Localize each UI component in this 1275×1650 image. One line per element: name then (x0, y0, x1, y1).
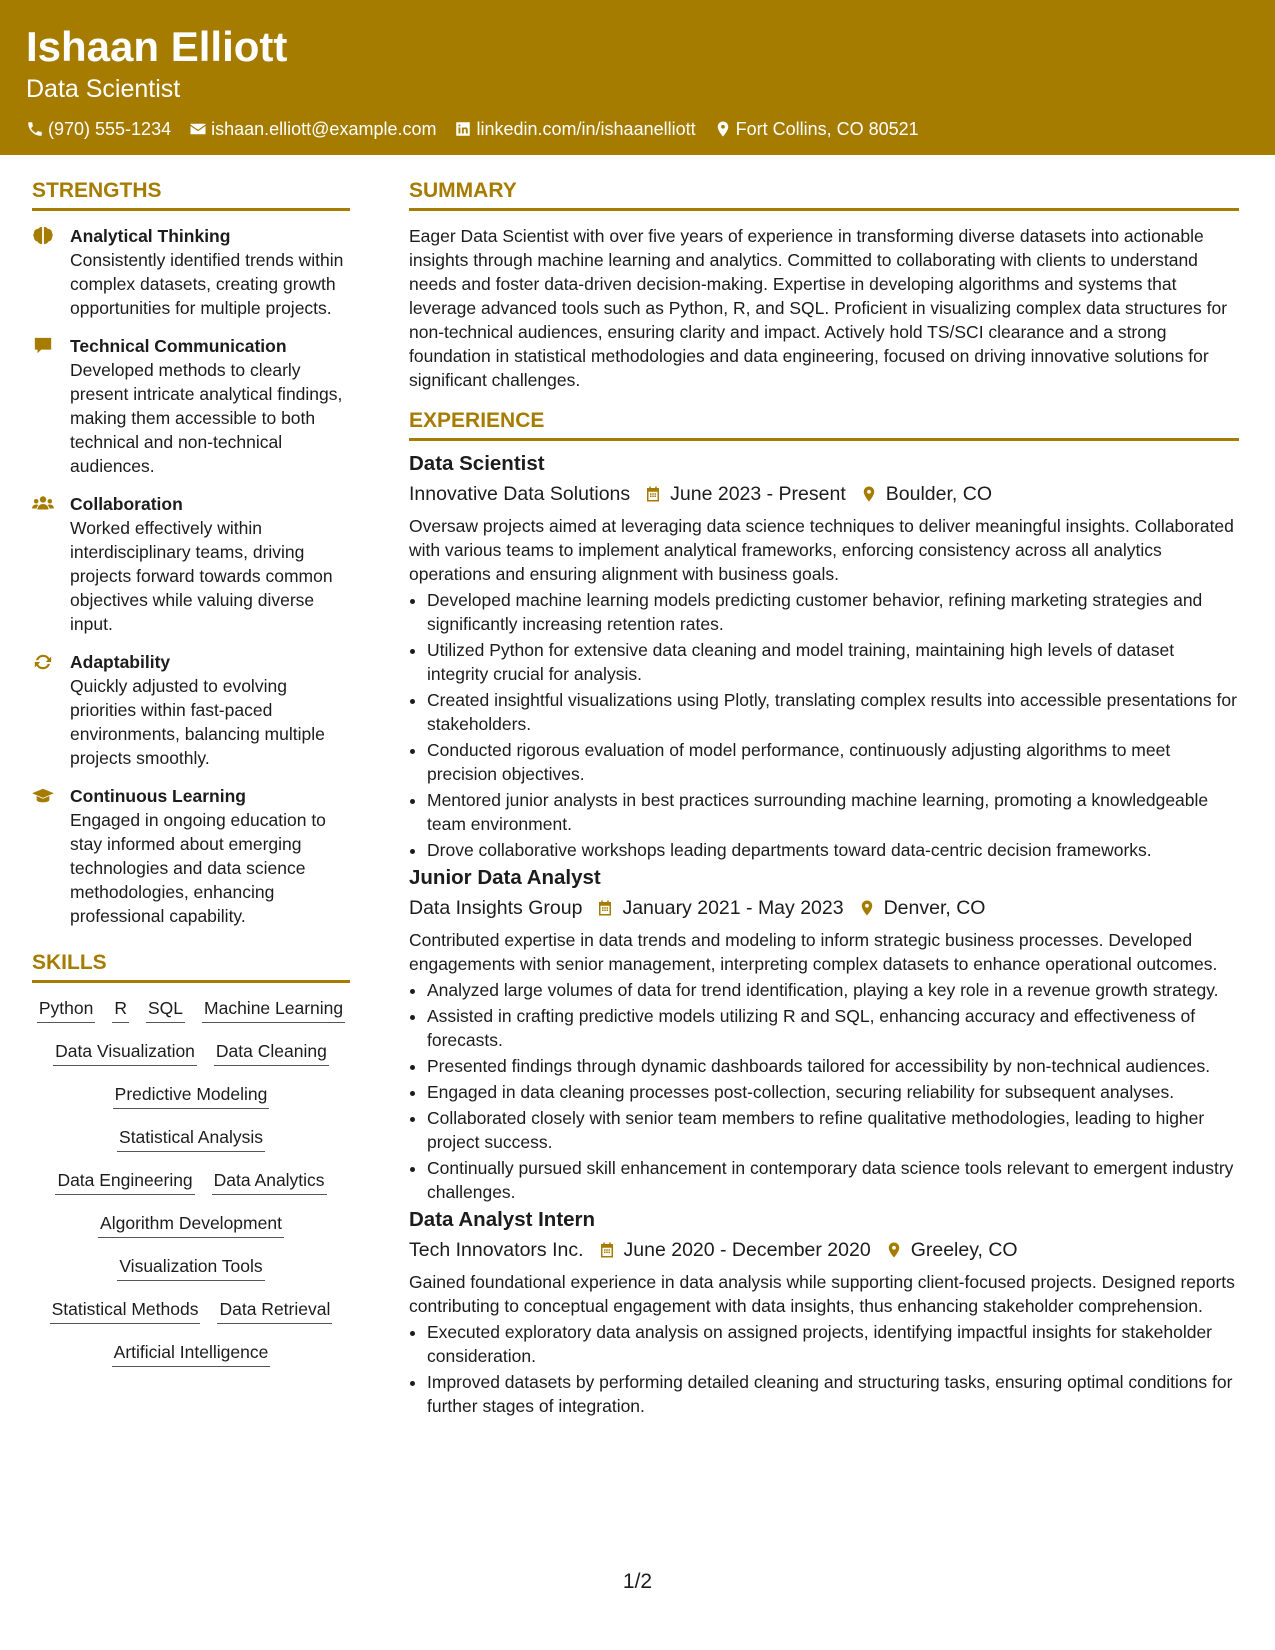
candidate-name: Ishaan Elliott (26, 23, 288, 70)
job-entry (409, 1206, 1239, 1418)
job-dates: January 2021 - May 2023 (622, 897, 844, 919)
contact-email[interactable] (189, 118, 436, 140)
job-dates: June 2023 - Present (670, 483, 846, 505)
skill-tag: Data Analytics (212, 1168, 327, 1195)
location-text: Fort Collins, CO 80521 (735, 119, 919, 139)
calendar-icon (598, 1241, 616, 1259)
skill-row (32, 1125, 350, 1152)
job-bullet: • Created insightful visualizations using Plotly, translating complex results into accessible presentations for stakeholders. (427, 688, 1239, 736)
job-entry (409, 450, 1239, 862)
strength-title: Continuous Learning (70, 786, 246, 806)
calendar-icon (596, 899, 614, 917)
strength-item (32, 784, 350, 928)
skill-row (32, 1039, 350, 1066)
experience-list (409, 450, 1239, 1418)
resume-header (0, 0, 1275, 155)
job-bullet: • Drove collaborative workshops leading departments toward data-centric decision frameworks. (427, 838, 1239, 862)
strength-desc: Developed methods to clearly present intricate analytical findings, making them accessible to both technical and non-technical audiences. (70, 360, 343, 476)
strength-desc: Consistently identified trends within complex datasets, creating growth opportunities for multiple projects. (70, 250, 344, 318)
job-bullet: • Utilized Python for extensive data cleaning and model training, maintaining high levels of dataset integrity crucial for analysis. (427, 638, 1239, 686)
summary-text: Eager Data Scientist with over five years of experience in transforming diverse datasets into actionable insights through machine learning and analytics. Committed to collaborating with clients to understand needs and foster data-driven decision-making. Expertise in developing algorithms and systems that leverage advanced tools such as Python, R, and SQL. Proficient in visualizing complex data structures for non-technical audiences, ensuring clarity and impact. Actively hold TS/SCI clearance and a strong foundation in statistical methodologies and data engineering, focused on driving innovative solutions for significant challenges. (409, 226, 1228, 390)
skill-tag: Algorithm Development (98, 1211, 284, 1238)
job-title: Junior Data Analyst (409, 866, 601, 889)
job-bullet: • Assisted in crafting predictive models utilizing R and SQL, enhancing accuracy and effectiveness of forecasts. (427, 1004, 1239, 1052)
job-bullet: • Developed machine learning models predicting customer behavior, refining marketing strategies and significantly increasing retention rates. (427, 588, 1239, 636)
skill-tag: Data Retrieval (217, 1297, 332, 1324)
job-bullets (409, 1320, 1239, 1418)
graduation-cap-icon (32, 786, 54, 806)
skill-tag: Data Visualization (53, 1039, 197, 1066)
brain-icon (32, 226, 54, 246)
skill-tag: Visualization Tools (117, 1254, 264, 1281)
strength-title: Collaboration (70, 494, 183, 514)
envelope-icon (189, 120, 207, 138)
strengths-heading: STRENGTHS (32, 178, 350, 211)
calendar-icon (644, 485, 662, 503)
skill-tag: Predictive Modeling (113, 1082, 270, 1109)
job-bullets (409, 978, 1239, 1204)
skills-heading: SKILLS (32, 950, 350, 983)
summary-heading: SUMMARY (409, 178, 1239, 211)
job-title: Data Scientist (409, 452, 545, 475)
contact-phone (26, 118, 171, 140)
candidate-role: Data Scientist (26, 75, 181, 103)
job-bullet: • Continually pursued skill enhancement in contemporary data science tools relevant to emergent industry challenges. (427, 1156, 1239, 1204)
sync-icon (32, 652, 54, 672)
job-company: Innovative Data Solutions (409, 483, 631, 505)
job-dates: June 2020 - December 2020 (623, 1239, 871, 1261)
linkedin-text[interactable]: linkedin.com/in/ishaanelliott (476, 119, 696, 139)
skill-tag: Statistical Analysis (117, 1125, 265, 1152)
phone-text: (970) 555-1234 (48, 119, 172, 139)
users-icon (32, 494, 54, 514)
skill-tag: Statistical Methods (50, 1297, 201, 1324)
resume-body (0, 155, 1275, 1424)
page-number: 1/2 (622, 1570, 653, 1593)
job-bullet: • Collaborated closely with senior team members to refine qualitative methodologies, leading to higher project success. (427, 1106, 1239, 1154)
skill-row (32, 996, 350, 1023)
strength-item (32, 224, 350, 320)
map-pin-icon (860, 485, 878, 503)
job-bullet: • Executed exploratory data analysis on assigned projects, identifying impactful insights for stakeholder consideration. (427, 1320, 1239, 1368)
job-bullet: • Analyzed large volumes of data for trend identification, playing a key role in a revenue growth strategy. (427, 978, 1239, 1002)
job-bullet: • Conducted rigorous evaluation of model performance, continuously adjusting algorithms to meet precision objectives. (427, 738, 1239, 786)
job-description: Oversaw projects aimed at leveraging data science techniques to deliver meaningful insights. Collaborated with various teams to implement analytical frameworks, enforcing consistency across all analytics operations and ensuring alignment with business goals. (409, 516, 1234, 584)
job-meta (409, 480, 1239, 508)
strength-desc: Quickly adjusted to evolving priorities within fast-paced environments, balancing multiple projects smoothly. (70, 676, 325, 768)
job-location: Denver, CO (883, 897, 986, 919)
phone-icon (26, 120, 44, 138)
skill-row (32, 1082, 350, 1109)
contact-location (714, 118, 919, 140)
experience-heading: EXPERIENCE (409, 408, 1239, 441)
skill-row (32, 1297, 350, 1324)
strength-item (32, 650, 350, 770)
skill-row (32, 1211, 350, 1238)
left-column (32, 178, 350, 1424)
email-text[interactable]: ishaan.elliott@example.com (211, 119, 437, 139)
job-bullet: • Mentored junior analysts in best practices surrounding machine learning, promoting a knowledgeable team environment. (427, 788, 1239, 836)
strength-title: Adaptability (70, 652, 171, 672)
skill-tag: R (112, 996, 129, 1023)
map-pin-icon (885, 1241, 903, 1259)
strength-item (32, 334, 350, 478)
job-company: Data Insights Group (409, 897, 583, 919)
skills-list (32, 996, 350, 1367)
job-bullet: • Engaged in data cleaning processes post-collection, securing reliability for subsequent analyses. (427, 1080, 1239, 1104)
job-location: Boulder, CO (885, 483, 992, 505)
job-bullets (409, 588, 1239, 862)
job-title: Data Analyst Intern (409, 1208, 596, 1231)
right-column (409, 178, 1239, 1424)
job-location: Greeley, CO (910, 1239, 1018, 1261)
contact-bar (26, 118, 1249, 140)
skill-tag: SQL (146, 996, 185, 1023)
skill-tag: Data Engineering (55, 1168, 194, 1195)
map-pin-icon (858, 899, 876, 917)
skill-tag: Artificial Intelligence (112, 1340, 271, 1367)
job-description: Gained foundational experience in data analysis while supporting client-focused projects. Designed reports contributing to conceptual engagement with data insights, thus enhancing stakeholder comprehension. (409, 1272, 1235, 1316)
job-entry (409, 864, 1239, 1204)
skill-row (32, 1168, 350, 1195)
strength-desc: Engaged in ongoing education to stay informed about emerging technologies and data science methodologies, enhancing professional capability. (70, 810, 326, 926)
skill-tag: Python (37, 996, 95, 1023)
map-pin-icon (714, 120, 732, 138)
strength-title: Technical Communication (70, 336, 287, 356)
contact-linkedin[interactable] (454, 118, 695, 140)
skill-row (32, 1340, 350, 1367)
skill-tag: Machine Learning (202, 996, 345, 1023)
job-company: Tech Innovators Inc. (409, 1239, 584, 1261)
linkedin-icon (454, 120, 472, 138)
job-bullet: • Improved datasets by performing detailed cleaning and structuring tasks, ensuring optimal conditions for further stages of integration. (427, 1370, 1239, 1418)
job-bullet: • Presented findings through dynamic dashboards tailored for accessibility by non-technical audiences. (427, 1054, 1239, 1078)
strength-desc: Worked effectively within interdisciplinary teams, driving projects forward towards common objectives while valuing diverse input. (70, 518, 333, 634)
speech-bubble-icon (32, 336, 54, 356)
strength-item (32, 492, 350, 636)
job-meta (409, 894, 1239, 922)
strength-title: Analytical Thinking (70, 226, 231, 246)
job-meta (409, 1236, 1239, 1264)
skill-row (32, 1254, 350, 1281)
job-description: Contributed expertise in data trends and modeling to inform strategic business processes. Developed engagements with senior management, interpreting complex datasets to enhance operational outcomes. (409, 930, 1218, 974)
skill-tag: Data Cleaning (214, 1039, 329, 1066)
